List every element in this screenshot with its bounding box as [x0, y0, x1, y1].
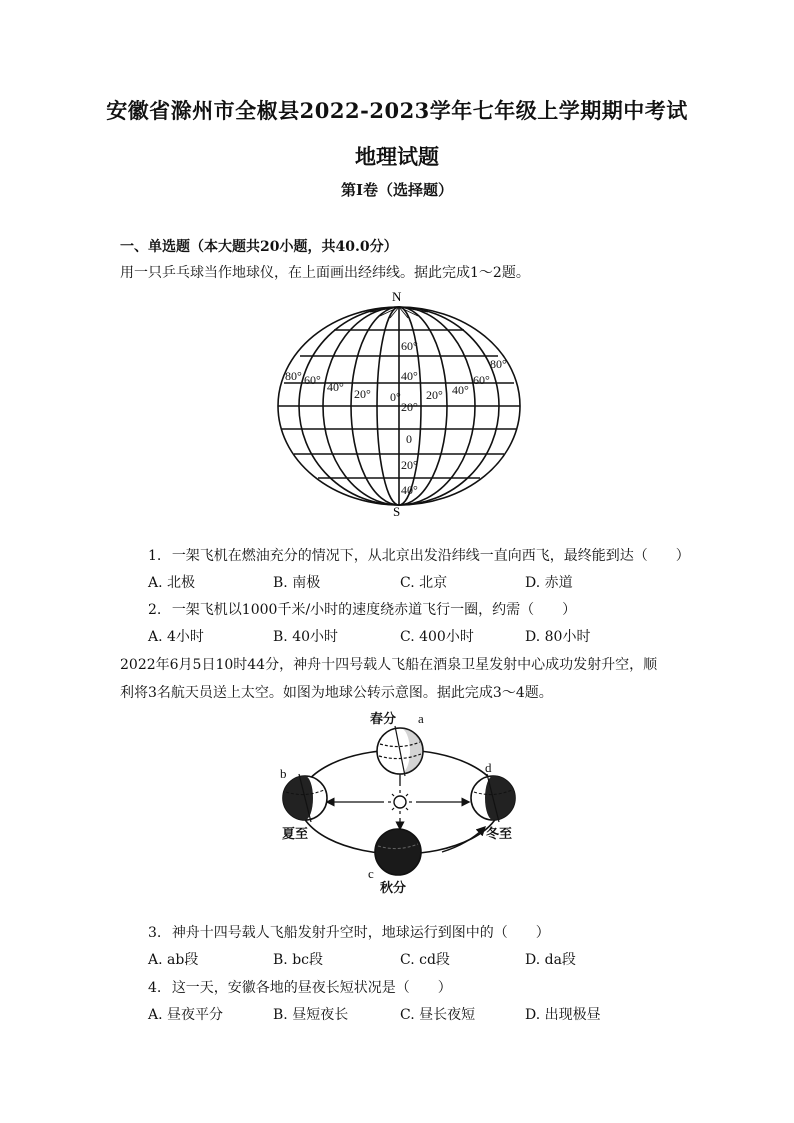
- question-4: [148, 977, 452, 997]
- autumn-equinox-label: 秋分: [380, 880, 407, 894]
- option-a[interactable]: A. 北极: [148, 575, 196, 591]
- question-number: 1.: [148, 548, 162, 564]
- question-2: [148, 599, 576, 619]
- option-d[interactable]: D. 80小时: [525, 629, 591, 645]
- globe-label: 20°: [401, 458, 418, 472]
- globe-label: 0: [406, 432, 412, 446]
- globe-label: 80°: [490, 357, 507, 371]
- passage-2-line-2: 利将3名航天员送上太空。如图为地球公转示意图。据此完成3～4题。: [120, 685, 553, 701]
- summer-solstice-label: 夏至: [282, 826, 309, 841]
- globe-label: 0°: [390, 390, 401, 404]
- passage-2-line-1: 2022年6月5日10时44分，神舟十四号载人飞船在酒泉卫星发射中心成功发射升空，顺: [120, 657, 658, 673]
- option-b[interactable]: B. 昼短夜长: [273, 1007, 349, 1023]
- option-b[interactable]: B. 40小时: [273, 629, 339, 645]
- question-3: [148, 922, 550, 942]
- option-d[interactable]: D. 赤道: [525, 575, 573, 591]
- option-b[interactable]: B. bc段: [273, 952, 323, 968]
- question-number: 4.: [148, 980, 162, 996]
- north-label: N: [392, 289, 402, 304]
- option-a[interactable]: A. 4小时: [148, 629, 204, 645]
- winter-solstice-label: 冬至: [486, 826, 513, 841]
- globe-label: 40°: [452, 383, 469, 397]
- point-a-label: a: [418, 711, 424, 726]
- question-text: 一架飞机以1000千米/小时的速度绕赤道飞行一圈，约需（ ）: [171, 602, 577, 618]
- point-b-label: b: [280, 766, 287, 781]
- option-c[interactable]: C. cd段: [400, 952, 450, 968]
- globe-label: 20°: [426, 388, 443, 402]
- option-b[interactable]: B. 南极: [273, 575, 321, 591]
- option-d[interactable]: D. da段: [525, 952, 576, 968]
- question-text: 神舟十四号载人飞船发射升空时，地球运行到图中的（ ）: [171, 925, 550, 941]
- globe-label: 40°: [401, 483, 418, 497]
- section-heading: 一、单选题（本大题共20小题，共40.0分）: [120, 239, 398, 255]
- option-c[interactable]: C. 北京: [400, 575, 448, 591]
- spring-equinox-label: 春分: [370, 711, 397, 726]
- globe-label: 60°: [304, 373, 321, 387]
- option-a[interactable]: A. 昼夜平分: [148, 1007, 224, 1023]
- globe-label: 40°: [401, 369, 418, 383]
- globe-label: 60°: [473, 373, 490, 387]
- globe-figure: [270, 288, 530, 518]
- option-c[interactable]: C. 昼长夜短: [400, 1007, 476, 1023]
- globe-label: 20°: [354, 387, 371, 401]
- point-c-label: c: [368, 866, 374, 881]
- globe-label: 60°: [401, 339, 418, 353]
- option-a[interactable]: A. ab段: [148, 952, 199, 968]
- exam-title: 安徽省滁州市全椒县2022-2023学年七年级上学期期中考试: [106, 98, 688, 123]
- point-d-label: d: [485, 760, 492, 775]
- option-c[interactable]: C. 400小时: [400, 629, 474, 645]
- question-1: [148, 545, 690, 565]
- globe-label: 40°: [327, 380, 344, 394]
- exam-subtitle: 地理试题: [355, 144, 439, 169]
- question-text: 一架飞机在燃油充分的情况下，从北京出发沿纬线一直向西飞，最终能到达（ ）: [171, 548, 690, 564]
- south-label: S: [393, 504, 401, 518]
- question-number: 3.: [148, 925, 162, 941]
- passage-1: 用一只乒乓球当作地球仪，在上面画出经纬线。据此完成1～2题。: [120, 265, 530, 281]
- volume-title: 第I卷（选择题）: [340, 181, 454, 199]
- globe-label: 80°: [285, 369, 302, 383]
- question-text: 这一天，安徽各地的昼夜长短状况是（ ）: [171, 980, 452, 996]
- option-d[interactable]: D. 出现极昼: [525, 1007, 601, 1023]
- globe-label: 20°: [401, 400, 418, 414]
- question-number: 2.: [148, 602, 162, 618]
- orbit-figure: [272, 706, 532, 894]
